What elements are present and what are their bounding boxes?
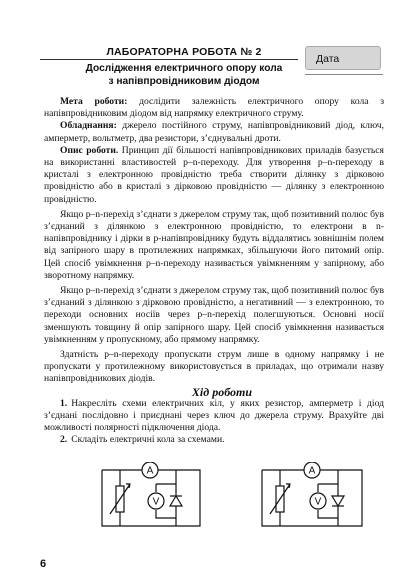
step-2-number: 2. — [60, 434, 68, 446]
date-field-line — [305, 74, 383, 75]
topic-line-1: Дослідження електричного опору кола — [85, 63, 283, 74]
goal-text: дослідити залежність електричного опору кола з напівпровідниковим діодом від напрямку електричного струму. — [44, 96, 384, 120]
circuit-diagram-forward — [102, 462, 200, 526]
ammeter-label-2: A — [308, 465, 316, 477]
step-2-text: Складіть електричні кола за схемами. — [71, 434, 225, 446]
procedure-step-1 — [44, 398, 384, 435]
topic-line-2: з напівпровідниковим діодом — [108, 76, 260, 87]
step-1-text: Накресліть схеми електричних кіл, у яких резистор, амперметр і діод з’єднані послідовно і приєднані через ключ до джерела струму. Врахуйте дві можливості полярності підключення діода. — [44, 397, 384, 434]
goal-paragraph — [44, 96, 384, 120]
ammeter-label-1: A — [146, 465, 154, 477]
theory-paragraph-3: Якщо p–n-перехід з’єднати з джерелом струму так, щоб позитивний полюс був з’єднаний з ділянкою з дірковою провідністю, а негативний — з електронною, то переходи основних носіїв через p–n-перехід полегшуються. Основні носії зменшують товщину й опір запірного шару. Цей спосіб увімкнення називається увімкненням у пропускному, або прямому напрямку. — [44, 285, 384, 345]
voltmeter-label-2: V — [314, 496, 322, 508]
goal-label: Мета роботи: — [60, 96, 128, 107]
page-header — [66, 46, 302, 88]
page-number: 6 — [40, 558, 47, 570]
equipment-text: джерело постійного струму, напівпровідниковий діод, ключ, амперметр, вольтметр, два резистори, з’єднувальні дроти. — [44, 120, 384, 144]
theory-paragraph-1 — [44, 145, 384, 206]
equipment-paragraph — [44, 120, 384, 144]
date-label: Дата — [316, 53, 340, 65]
diode-symbol-2 — [332, 496, 344, 506]
circuit-schemes — [96, 462, 386, 532]
topic-title — [66, 62, 302, 88]
diode-symbol-1 — [170, 496, 182, 506]
procedure-step-2 — [44, 434, 384, 446]
lab-title: ЛАБОРАТОРНА РОБОТА № 2 — [106, 46, 262, 58]
equipment-label: Обладнання: — [60, 120, 117, 132]
header-divider — [40, 59, 298, 60]
circuit-diagram-reverse — [262, 462, 362, 526]
lab-content — [44, 96, 384, 447]
theory-paragraph-2: Якщо p–n-перехід з’єднати з джерелом струму так, щоб позитивний полюс був з’єднаний з ділянкою з електронною провідністю, то електрони в n-напівпровіднику і дірки в p-напівпровіднику будуть віддалятись зовнішнім полем від запірного шару в протилежних напрямках, збільшуючи його питомий опір. Цей спосіб увімкнення p–n-переходу називається увімкненням у запірному, або зворотному напрямку. — [44, 208, 384, 281]
theory-text-1: Принцип дії більшості напівпровідникових приладів базується на використанні властивостей p–n-переходу. Для утворення p–n-переходу в кристалі з електронною провідністю треба створити ділянку з дірковою провідністю або в кристалі з дірковою провідністю — ділянку з електронною провідністю. — [44, 144, 384, 205]
theory-label: Опис роботи. — [60, 144, 119, 156]
procedure-title: Хід роботи — [191, 384, 253, 399]
voltmeter-label-1: V — [152, 496, 160, 508]
date-box — [305, 46, 381, 70]
theory-paragraph-4: Здатність p–n-переходу пропускати струм лише в одному напрямку і не пропускати у протилежному використовується в приладах, що отримали назву напівпровідникових діодів. — [44, 349, 384, 385]
step-1-number: 1. — [60, 397, 68, 409]
